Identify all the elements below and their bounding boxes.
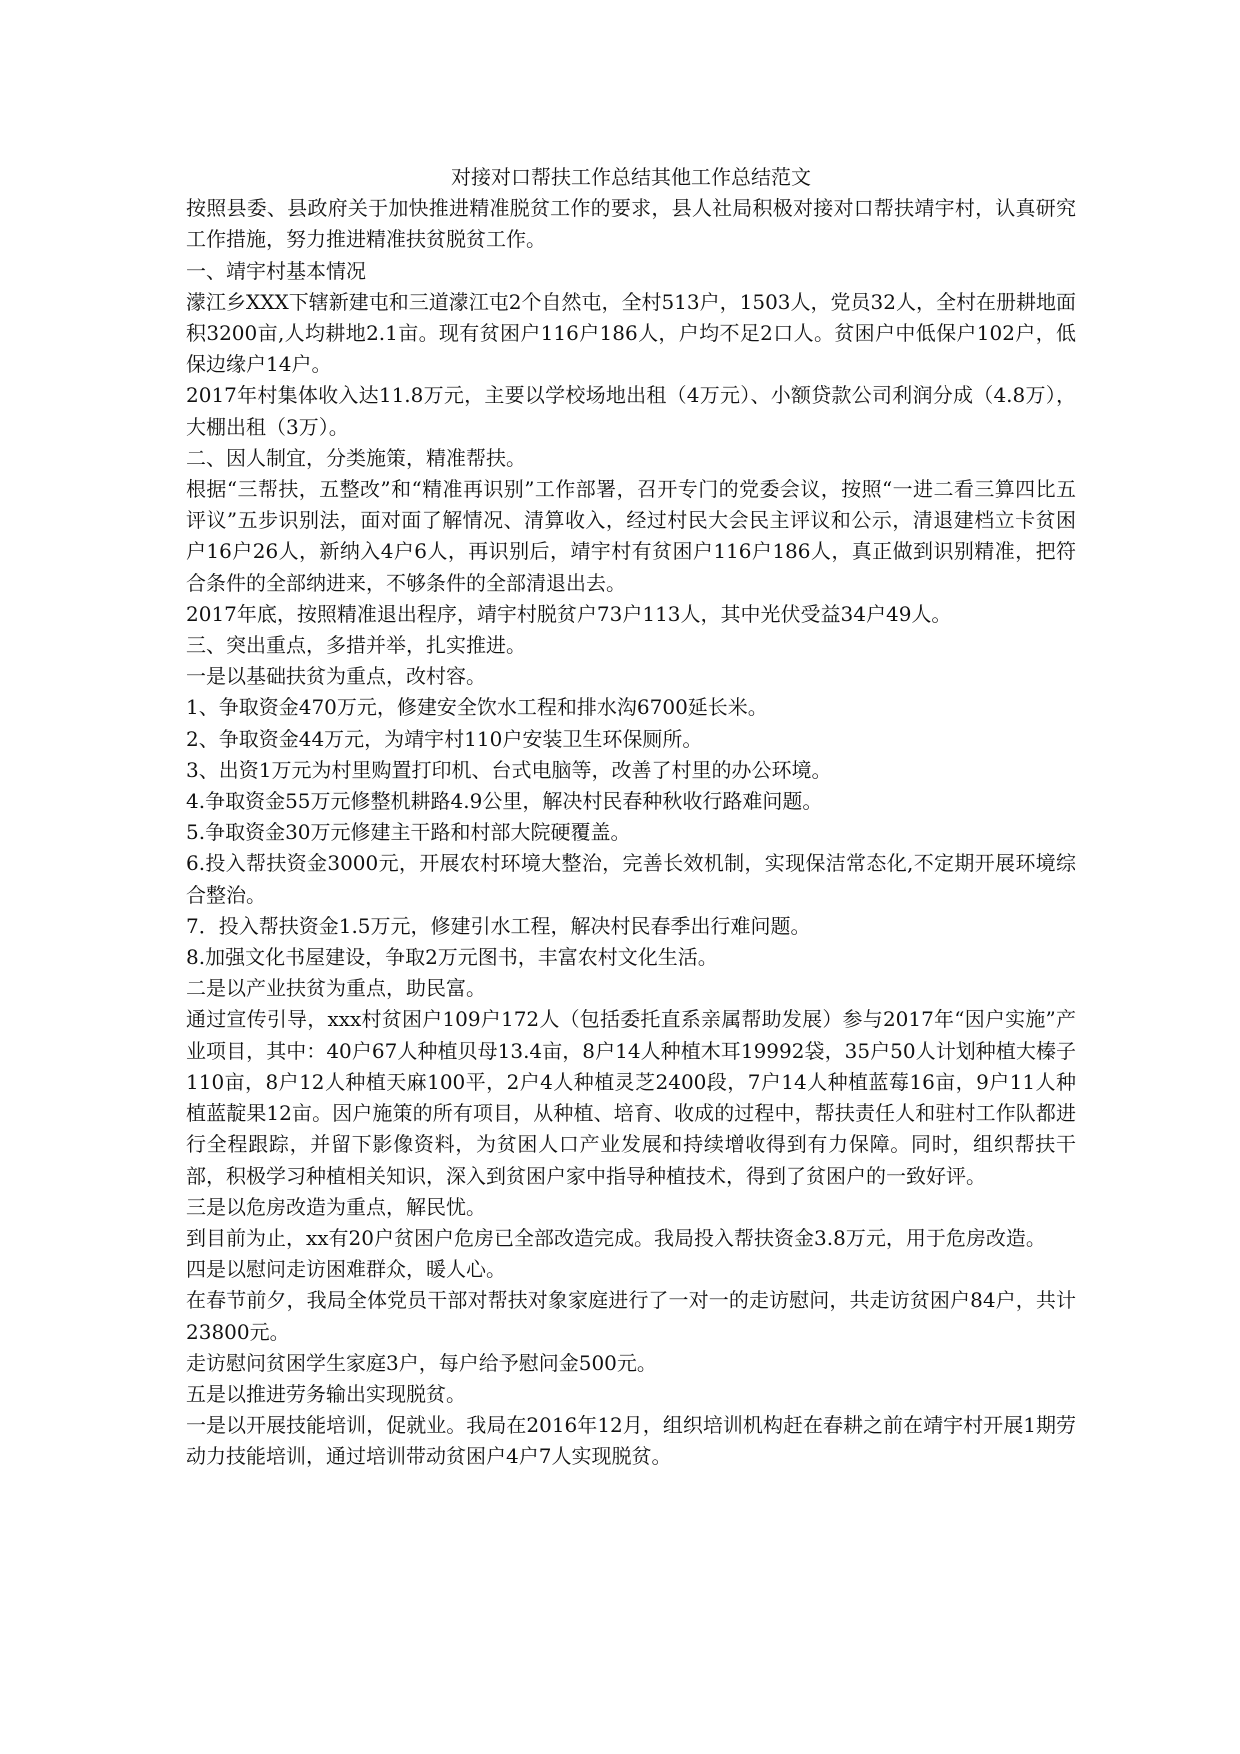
- list-item-3: 3、出资1万元为村里购置打印机、台式电脑等，改善了村里的办公环境。: [186, 757, 832, 782]
- list-item-2: 2、争取资金44万元，为靖宇村110户安装卫生环保厕所。: [186, 726, 703, 751]
- list-item-4: 4.争取资金55万元修整机耕路4.9公里，解决村民春种秋收行路难问题。: [186, 789, 823, 814]
- subheading-visits: 四是以慰问走访困难群众，暖人心。: [186, 1257, 506, 1282]
- document-title: 对接对口帮扶工作总结其他工作总结范文: [451, 165, 811, 189]
- section-heading-2: 二、因人制宜，分类施策，精准帮扶。: [186, 445, 526, 470]
- list-item-6: 6.投入帮扶资金3000元，开展农村环境大整治，完善长效机制，实现保洁常态化,不定期开展环境综合整治。: [186, 851, 1076, 907]
- subheading-infrastructure: 一是以基础扶贫为重点，改村容。: [186, 664, 486, 689]
- paragraph-spring-visits: 在春节前夕，我局全体党员干部对帮扶对象家庭进行了一对一的走访慰问，共走访贫困户84户，共计23800元。: [186, 1288, 1076, 1344]
- list-item-7: 7．投入帮扶资金1.5万元，修建引水工程，解决村民春季出行难问题。: [186, 913, 811, 938]
- subheading-labor: 五是以推进劳务输出实现脱贫。: [186, 1381, 466, 1406]
- list-item-1: 1、争取资金470万元，修建安全饮水工程和排水沟6700延长米。: [186, 695, 768, 720]
- document-body: [186, 162, 1076, 1473]
- paragraph-training: 一是以开展技能培训，促就业。我局在2016年12月，组织培训机构赶在春耕之前在靖宇村开展1期劳动力技能培训，通过培训带动贫困户4户7人实现脱贫。: [186, 1413, 1076, 1469]
- paragraph-village-stats: 濛江乡XXX下辖新建屯和三道濛江屯2个自然屯，全村513户，1503人，党员32人，全村在册耕地面积3200亩,人均耕地2.1亩。现有贫困户116户186人，户均不足2口人。贫困户中低保户102户，低保边缘户14户。: [186, 289, 1076, 377]
- paragraph-industry-projects: 通过宣传引导，xxx村贫困户109户172人（包括委托直系亲属帮助发展）参与2017年“因户实施”产业项目，其中：40户67人种植贝母13.4亩，8户14人种植木耳19992袋，35户50人计划种植大榛子110亩，8户12人种植天麻100平，2户4人种植灵芝2400段，7户14人种植蓝莓16亩，9户11人种植蓝靛果12亩。因户施策的所有项目，从种植、培育、收成的过程中，帮扶责任人和驻村工作队都进行全程跟踪，并留下影像资料，为贫困人口产业发展和持续增收得到有力保障。同时，组织帮扶干部，积极学习种植相关知识，深入到贫困户家中指导种植技术，得到了贫困户的一致好评。: [186, 1007, 1076, 1188]
- section-heading-3: 三、突出重点，多措并举，扎实推进。: [186, 633, 526, 658]
- subheading-housing: 三是以危房改造为重点，解民忧。: [186, 1194, 486, 1219]
- paragraph-collective-income: 2017年村集体收入达11.8万元，主要以学校场地出租（4万元）、小额贷款公司利润分成（4.8万），大棚出租（3万）。: [186, 383, 1076, 439]
- subheading-industry: 二是以产业扶贫为重点，助民富。: [186, 976, 486, 1001]
- paragraph-housing: 到目前为止，xx有20户贫困户危房已全部改造完成。我局投入帮扶资金3.8万元，用于危房改造。: [186, 1225, 1046, 1250]
- section-heading-1: 一、靖宇村基本情况: [186, 258, 366, 283]
- paragraph-exit-2017: 2017年底，按照精准退出程序，靖宇村脱贫户73户113人，其中光伏受益34户49人。: [186, 601, 952, 626]
- paragraph-student-visits: 走访慰问贫困学生家庭3户，每户给予慰问金500元。: [186, 1350, 657, 1375]
- list-item-8: 8.加强文化书屋建设，争取2万元图书，丰富农村文化生活。: [186, 945, 718, 970]
- list-item-5: 5.争取资金30万元修建主干路和村部大院硬覆盖。: [186, 820, 631, 845]
- paragraph-intro: 按照县委、县政府关于加快推进精准脱贫工作的要求，县人社局积极对接对口帮扶靖宇村，认真研究工作措施，努力推进精准扶贫脱贫工作。: [186, 196, 1076, 252]
- paragraph-identification: 根据“三帮扶，五整改”和“精准再识别”工作部署，召开专门的党委会议，按照“一进二看三算四比五评议”五步识别法，面对面了解情况、清算收入，经过村民大会民主评议和公示，清退建档立卡贫困户16户26人，新纳入4户6人，再识别后，靖宇村有贫困户116户186人，真正做到识别精准，把符合条件的全部纳进来，不够条件的全部清退出去。: [186, 477, 1076, 595]
